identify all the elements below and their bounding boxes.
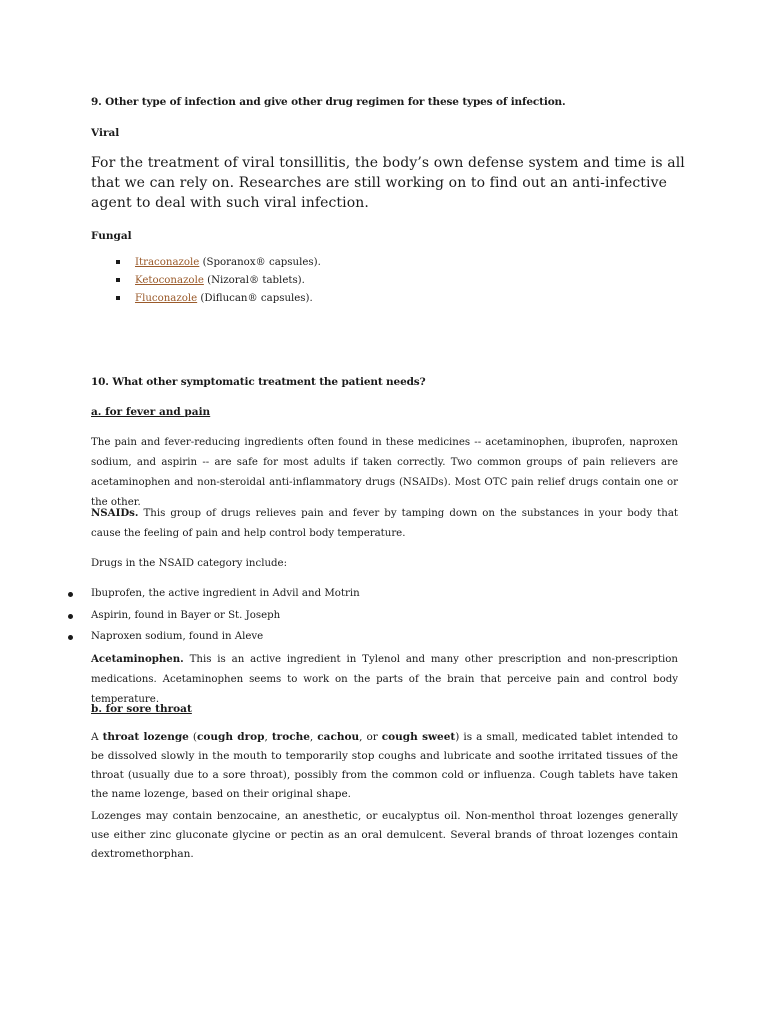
- fever-pain-paragraph: The pain and fever-reducing ingredients often found in these medicines -- acetaminophen, ibuprofen, naproxen sodium, and aspirin -- are safe for most adults if taken correctly. Two common groups of pain relievers are acetaminophen and non-steroidal anti-inflammatory drugs (NSAIDs). Most OTC pain relief drugs contain one or the other.: [91, 437, 678, 508]
- fungal-drug-item: Fluconazole (Diflucan® capsules).: [135, 293, 313, 304]
- nsaid-intro: Drugs in the NSAID category include:: [91, 558, 287, 569]
- nsaid-list-item: Naproxen sodium, found in Aleve: [91, 631, 264, 642]
- section-b-heading: b. for sore throat: [91, 703, 192, 715]
- bullet-icon: [68, 635, 73, 640]
- viral-paragraph: For the treatment of viral tonsillitis, the body’s own defense system and time is all that we can rely on. Researches are still working on to find out an anti-infective agent to deal with such viral infection.: [91, 155, 685, 211]
- square-bullet-icon: [116, 260, 120, 264]
- drug-link-itraconazole[interactable]: Itraconazole: [135, 257, 200, 268]
- square-bullet-icon: [116, 296, 120, 300]
- nsaids-term: NSAIDs.: [91, 507, 139, 519]
- section-a-heading: a. for fever and pain: [91, 406, 211, 418]
- nsaid-list-item: Ibuprofen, the active ingredient in Advil and Motrin: [91, 588, 360, 599]
- viral-label: Viral: [91, 127, 120, 139]
- fungal-label: Fungal: [91, 230, 132, 242]
- lozenge-ingredients-paragraph: Lozenges may contain benzocaine, an anesthetic, or eucalyptus oil. Non-menthol throat lozenges generally use either zinc gluconate glycine or pectin as an oral demulcent. Several brands of throat lozenges contain dextromethorphan.: [91, 810, 678, 860]
- fungal-drug-item: Ketoconazole (Nizoral® tablets).: [135, 275, 305, 286]
- acetaminophen-term: Acetaminophen.: [91, 653, 184, 665]
- drug-link-ketoconazole[interactable]: Ketoconazole: [135, 275, 204, 286]
- acetaminophen-paragraph: Acetaminophen. This is an active ingredient in Tylenol and many other prescription and non-prescription medications. Acetaminophen seems to work on the parts of the brain that perceive pain and control body temperature.: [91, 653, 678, 705]
- nsaids-paragraph: NSAIDs. This group of drugs relieves pain and fever by tamping down on the substances in your body that cause the feeling of pain and help control body temperature.: [91, 507, 678, 539]
- bullet-icon: [68, 592, 73, 597]
- bullet-icon: [68, 614, 73, 619]
- square-bullet-icon: [116, 278, 120, 282]
- question-9-heading: 9. Other type of infection and give other drug regimen for these types of infection.: [91, 96, 566, 108]
- lozenge-paragraph: A throat lozenge (cough drop, troche, cachou, or cough sweet) is a small, medicated tablet intended to be dissolved slowly in the mouth to temporarily stop coughs and lubricate and soothe irritated tissues of the throat (usually due to a sore throat), possibly from the common cold or influenza. Cough tablets have taken the name lozenge, based on their original shape.: [91, 731, 678, 800]
- fungal-drug-item: Itraconazole (Sporanox® capsules).: [135, 257, 321, 268]
- nsaid-list-item: Aspirin, found in Bayer or St. Joseph: [91, 610, 281, 621]
- lozenge-term: throat lozenge: [102, 731, 189, 743]
- question-10-heading: 10. What other symptomatic treatment the patient needs?: [91, 376, 426, 388]
- drug-link-fluconazole[interactable]: Fluconazole: [135, 293, 198, 304]
